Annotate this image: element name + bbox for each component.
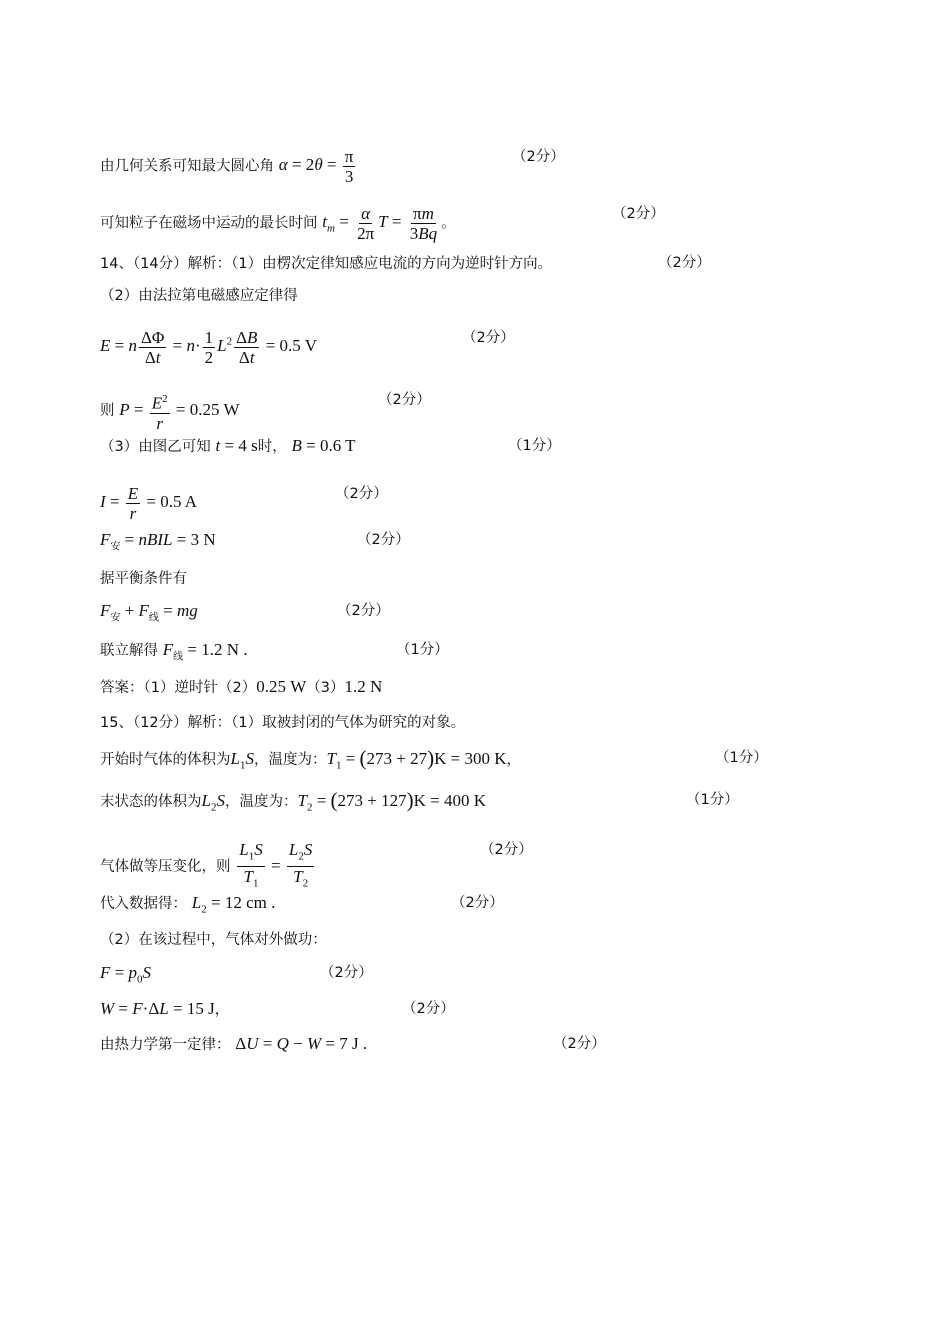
score-11: （1分） [715, 750, 768, 766]
line-q14-part1: 14、（14分）解析：（1）由楞次定律知感应电流的方向为逆时针方向。 [100, 256, 553, 272]
score-8: （2分） [357, 532, 410, 548]
line-work: W = F·ΔL = 15 J， [100, 999, 230, 1018]
score-10: （1分） [396, 642, 449, 658]
line-ampere-force: $F_安$ = nBIL = 3 N [100, 530, 216, 553]
score-1: （2分） [512, 149, 565, 165]
score-2: （2分） [612, 206, 665, 222]
score-15: （2分） [320, 965, 373, 981]
line-force-pressure: $F = p_0S$ [100, 963, 151, 986]
line-q15-part1: 15、（12分）解析：（1）取被封闭的气体为研究的对象。 [100, 715, 466, 731]
score-4: （2分） [462, 330, 515, 346]
line-initial-state: 开始时气体的体积为$L_1S$，温度为：$T_1 = (273 + 27)K = 300$ K， [100, 746, 522, 772]
score-3: （2分） [658, 255, 711, 271]
score-9: （2分） [337, 603, 390, 619]
line-q14-part3: （3）由图乙可知 t = 4 s时， B = 0.6 T [100, 436, 356, 455]
score-16: （2分） [402, 1001, 455, 1017]
score-14: （2分） [451, 895, 504, 911]
score-12: （1分） [686, 792, 739, 808]
line-q15-part2: （2）在该过程中，气体对外做功： [100, 932, 327, 948]
formula-alpha: α = 2θ = $\frac{\pi}{3}$ [278, 147, 354, 186]
line-substitute: 代入数据得： $L_2 = 12$ cm . [100, 893, 276, 916]
line-longest-time: 可知粒子在磁场中运动的最长时间 $t_m$ = $\frac{\alpha}{2\pi}$ T = $\frac{\pi m}{3Bq}$ 。 [100, 204, 456, 243]
line-first-law: 由热力学第一定律： ΔU = Q − W = 7 J . [100, 1034, 368, 1053]
score-6: （1分） [508, 438, 561, 454]
line-isobaric: 气体做等压变化，则 $\frac{L_1S}{T_1}$ = $\frac{L_2S}{T_2}$ [100, 840, 313, 890]
line-final-state: 末状态的体积为$L_2S$，温度为：$T_2 = (273 + 127)K = 400$ K [100, 788, 487, 814]
line-solve-tension: 联立解得 $F_线 = 1.2$ N . [100, 640, 248, 663]
line-current-formula: I = $\frac{E}{r}$ = 0.5 A [100, 484, 198, 523]
line-emf-formula: E = n $\frac{\Delta\Phi}{\Delta t}$ = n· $\frac{1}{2}$ $L^2$ $\frac{\Delta B}{\Delta t}$ = 0.5 V [100, 328, 317, 367]
line-q14-part2: （2）由法拉第电磁感应定律得 [100, 288, 298, 304]
score-13: （2分） [480, 842, 533, 858]
line-max-central-angle: 由几何关系可知最大圆心角 α = 2θ = $\frac{\pi}{3}$ [100, 147, 357, 186]
formula-tm: $t_m$ = $\frac{\alpha}{2\pi}$ T = $\frac{\pi m}{3Bq}$ [322, 204, 438, 243]
score-17: （2分） [553, 1036, 606, 1052]
line-power-formula: 则 P = $\frac{E^2}{r}$ = 0.25 W [100, 390, 240, 433]
line-force-balance: $F_安 + F_线$ = mg [100, 601, 198, 624]
line-equilibrium: 据平衡条件有 [100, 571, 187, 587]
line-answer-14: 答案：（1）逆时针（2）0.25 W（3）1.2 N [100, 677, 383, 696]
score-5: （2分） [378, 392, 431, 408]
score-7: （2分） [335, 486, 388, 502]
